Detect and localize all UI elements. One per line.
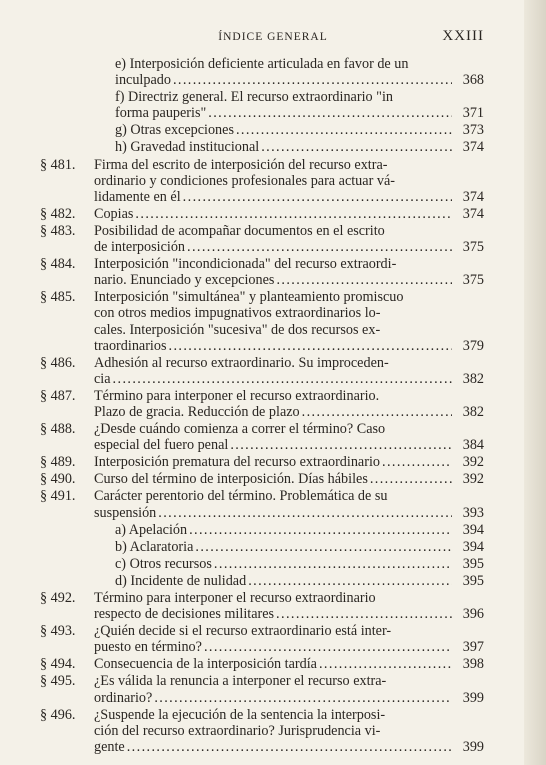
entry-line: Interposición "simultánea" y planteamiento promiscuo <box>94 289 404 306</box>
section-number: § 492. <box>40 590 76 606</box>
dot-leader <box>236 122 452 138</box>
entry-text <box>94 454 484 470</box>
entry-leader-line <box>115 573 484 589</box>
entry-leader-line <box>94 404 484 420</box>
entry-line: Interposición "incondicionada" del recurso extraordi- <box>94 256 397 273</box>
entry-text <box>115 556 484 572</box>
section-number: § 488. <box>40 421 76 438</box>
entry-page-number: 399 <box>462 689 484 706</box>
entry-page-number: 368 <box>462 72 484 89</box>
toc-entry <box>40 122 484 138</box>
entry-leader-line <box>115 522 484 538</box>
entry-leader-line <box>115 539 484 555</box>
dot-leader <box>187 239 452 255</box>
entry-page-number: 392 <box>462 471 484 488</box>
entry-line: con otros medios impugnativos extraordinarios lo- <box>94 305 381 322</box>
entry-page-number: 394 <box>462 538 484 555</box>
section-number: § 495. <box>40 673 76 690</box>
toc-entry <box>40 256 484 288</box>
entry-page-number: 371 <box>462 105 484 122</box>
entry-leader-line <box>115 556 484 572</box>
entry-line: ¿Es válida la renuncia a interponer el recurso extra- <box>94 673 387 690</box>
entry-text <box>94 421 484 453</box>
entry-last-line: forma pauperis" <box>115 105 207 122</box>
entry-leader-line <box>115 122 484 138</box>
toc-entry <box>40 388 484 420</box>
toc-entry <box>40 56 484 88</box>
entry-text <box>94 206 484 222</box>
dot-leader <box>173 72 452 88</box>
entry-leader-line <box>94 437 484 453</box>
entry-page-number: 393 <box>462 504 484 521</box>
dot-leader <box>127 739 452 755</box>
entry-text <box>94 289 484 353</box>
dot-leader <box>248 573 452 589</box>
entry-line: Término para interponer el recurso extraordinario <box>94 590 376 606</box>
entry-text <box>94 590 484 622</box>
entry-last-line: de interposición <box>94 239 186 256</box>
section-number: § 493. <box>40 623 76 640</box>
dot-leader <box>113 371 452 387</box>
entry-leader-line <box>94 189 484 205</box>
toc-entry <box>40 139 484 155</box>
entry-line: ¿Desde cuándo comienza a correr el término? Caso <box>94 421 386 438</box>
section-number: § 482. <box>40 205 76 222</box>
toc-entry <box>40 673 484 705</box>
entry-page-number: 394 <box>462 521 484 538</box>
dot-leader <box>230 437 452 453</box>
entry-last-line: nario. Enunciado y excepciones <box>94 272 275 289</box>
dot-leader <box>204 639 452 655</box>
entry-line: ordinario y condiciones profesionales para actuar vá- <box>94 172 395 189</box>
running-header-title: ÍNDICE GENERAL <box>218 31 328 43</box>
entry-text <box>115 139 484 155</box>
toc-entry <box>40 355 484 387</box>
entry-last-line: suspensión <box>94 504 157 521</box>
entry-text <box>94 223 484 255</box>
entry-leader-line <box>94 639 484 655</box>
toc-entry <box>40 707 484 755</box>
entry-page-number: 373 <box>462 122 484 139</box>
section-number: § 487. <box>40 387 76 404</box>
entry-page-number: 375 <box>462 239 484 256</box>
toc-entry <box>40 623 484 655</box>
entry-line: Firma del escrito de interposición del recurso extra- <box>94 156 388 173</box>
entry-last-line: especial del fuero penal <box>94 437 229 454</box>
entry-leader-line <box>94 454 484 470</box>
entry-last-line: puesto en término? <box>94 639 202 656</box>
dot-leader <box>158 505 452 521</box>
dot-leader <box>276 272 452 288</box>
entry-last-line: a) Apelación <box>115 521 188 538</box>
section-number: § 496. <box>40 706 76 723</box>
entry-last-line: h) Gravedad institucional <box>115 139 260 156</box>
entry-page-number: 395 <box>462 555 484 572</box>
entry-text <box>115 89 484 121</box>
toc-entry <box>40 590 484 622</box>
section-number: § 490. <box>40 471 76 488</box>
section-number: § 489. <box>40 454 76 471</box>
entry-line: Carácter perentorio del término. Problemática de su <box>94 488 388 505</box>
dot-leader <box>261 139 452 155</box>
entry-last-line: Interposición prematura del recurso extraordinario <box>94 454 380 471</box>
dot-leader <box>154 690 452 706</box>
toc-entry <box>40 454 484 470</box>
entry-line: ¿Quién decide si el recurso extraordinario está inter- <box>94 623 392 640</box>
toc-entry <box>40 556 484 572</box>
entry-text <box>94 488 484 520</box>
entry-text <box>94 355 484 387</box>
toc-entry <box>40 573 484 589</box>
page-edge-shadow <box>524 0 546 765</box>
section-number: § 485. <box>40 289 76 306</box>
entry-last-line: ordinario? <box>94 689 153 706</box>
dot-leader <box>370 471 452 487</box>
entry-text <box>94 471 484 487</box>
toc-entry <box>40 488 484 520</box>
entry-page-number: 379 <box>462 337 484 354</box>
toc-entry <box>40 522 484 538</box>
entry-text <box>94 707 484 755</box>
toc-entry <box>40 656 484 672</box>
entry-leader-line <box>94 690 484 706</box>
entry-page-number: 396 <box>462 606 484 623</box>
table-of-contents <box>40 56 484 755</box>
entry-page-number: 382 <box>462 403 484 420</box>
section-number: § 486. <box>40 354 76 371</box>
entry-text <box>94 157 484 205</box>
entry-leader-line <box>94 272 484 288</box>
section-number: § 484. <box>40 256 76 273</box>
entry-line: Adhesión al recurso extraordinario. Su improceden- <box>94 354 389 371</box>
entry-text <box>94 256 484 288</box>
entry-page-number: 397 <box>462 639 484 656</box>
dot-leader <box>276 606 452 622</box>
entry-leader-line <box>94 739 484 755</box>
entry-text <box>115 539 484 555</box>
toc-entry <box>40 223 484 255</box>
entry-text <box>94 388 484 420</box>
entry-page-number: 392 <box>462 454 484 471</box>
entry-text <box>115 573 484 589</box>
entry-line: cales. Interposición "sucesiva" de dos recursos ex- <box>94 321 381 338</box>
entry-page-number: 395 <box>462 572 484 589</box>
entry-text <box>115 522 484 538</box>
entry-text <box>94 673 484 705</box>
dot-leader <box>195 539 452 555</box>
section-number: § 494. <box>40 656 76 673</box>
entry-text <box>94 623 484 655</box>
entry-last-line: Consecuencia de la interposición tardía <box>94 656 317 673</box>
dot-leader <box>135 206 452 222</box>
entry-leader-line <box>94 206 484 222</box>
entry-page-number: 374 <box>462 139 484 156</box>
toc-entry <box>40 89 484 121</box>
entry-leader-line <box>115 72 484 88</box>
entry-page-number: 375 <box>462 272 484 289</box>
dot-leader <box>169 338 453 354</box>
entry-leader-line <box>115 139 484 155</box>
section-number: § 481. <box>40 156 76 173</box>
entry-last-line: respecto de decisiones militares <box>94 606 275 623</box>
toc-entry <box>40 471 484 487</box>
entry-last-line: inculpado <box>115 72 171 89</box>
entry-line: Posibilidad de acompañar documentos en el escrito <box>94 222 385 239</box>
dot-leader <box>214 556 452 572</box>
entry-last-line: traordinarios <box>94 337 167 354</box>
dot-leader <box>189 522 452 538</box>
dot-leader <box>208 105 452 121</box>
entry-text <box>115 56 484 88</box>
entry-leader-line <box>94 505 484 521</box>
section-number: § 491. <box>40 488 76 505</box>
entry-page-number: 374 <box>462 205 484 222</box>
dot-leader <box>183 189 452 205</box>
dot-leader <box>302 404 452 420</box>
entry-leader-line <box>115 105 484 121</box>
running-header-page-number: XXIII <box>442 28 484 44</box>
entry-last-line: Copias <box>94 205 134 222</box>
entry-page-number: 399 <box>462 738 484 755</box>
entry-leader-line <box>94 471 484 487</box>
toc-entry <box>40 157 484 205</box>
entry-last-line: gente <box>94 738 125 755</box>
entry-page-number: 384 <box>462 437 484 454</box>
entry-leader-line <box>94 606 484 622</box>
toc-entry <box>40 206 484 222</box>
entry-text <box>94 656 484 672</box>
entry-last-line: d) Incidente de nulidad <box>115 572 247 589</box>
entry-line: f) Directriz general. El recurso extraordinario "in <box>115 89 393 106</box>
dot-leader <box>382 454 452 470</box>
toc-entry <box>40 289 484 353</box>
entry-page-number: 374 <box>462 188 484 205</box>
section-number: § 483. <box>40 222 76 239</box>
entry-last-line: Plazo de gracia. Reducción de plazo <box>94 403 300 420</box>
entry-leader-line <box>94 656 484 672</box>
entry-last-line: b) Aclaratoria <box>115 538 194 555</box>
toc-entry <box>40 421 484 453</box>
entry-leader-line <box>94 371 484 387</box>
entry-line: e) Interposición deficiente articulada en favor de un <box>115 56 409 72</box>
entry-page-number: 382 <box>462 370 484 387</box>
entry-last-line: Curso del término de interposición. Días hábiles <box>94 471 368 488</box>
entry-line: ¿Suspende la ejecución de la sentencia la interposi- <box>94 706 386 723</box>
entry-line: Término para interponer el recurso extraordinario. <box>94 387 380 404</box>
entry-line: ción del recurso extraordinario? Jurisprudencia vi- <box>94 722 381 739</box>
entry-leader-line <box>94 338 484 354</box>
entry-last-line: c) Otros recursos <box>115 555 212 572</box>
entry-last-line: cia <box>94 370 111 387</box>
entry-leader-line <box>94 239 484 255</box>
entry-page-number: 398 <box>462 656 484 673</box>
entry-last-line: g) Otras excepciones <box>115 122 234 139</box>
entry-text <box>115 122 484 138</box>
toc-entry <box>40 539 484 555</box>
dot-leader <box>319 656 452 672</box>
entry-last-line: lidamente en él <box>94 188 181 205</box>
